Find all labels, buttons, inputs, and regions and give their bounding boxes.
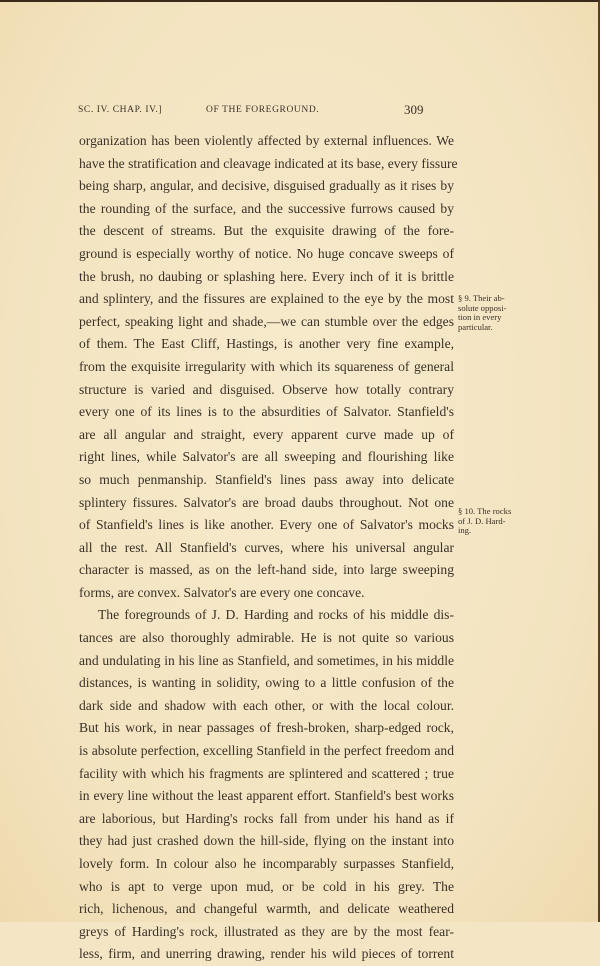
text-line: organization has been violently affected by external influences. We <box>79 133 454 148</box>
text-line: being sharp, angular, and decisive, disguised gradually as it rises by <box>79 178 454 194</box>
margin-note-section-9 <box>458 294 538 332</box>
text-line: rich, lichenous, and changeful warmth, and delicate weathered <box>79 901 454 917</box>
text-line: who is apt to verge upon mud, or be cold in his grey. The <box>79 878 454 894</box>
margin-note-line: solute opposi- <box>458 302 507 313</box>
body-text <box>79 130 458 966</box>
margin-note-section-10 <box>458 507 538 536</box>
text-line: from the exquisite irregularity with which its squareness of general <box>79 358 454 374</box>
text-line: But his work, in near passages of fresh-broken, sharp-edged rock, <box>79 720 454 736</box>
text-line: greys of Harding's rock, illustrated as they are by the most fear- <box>79 923 454 939</box>
text-line: of Stanfield's lines is like another. Every one of Salvator's mocks <box>79 517 454 533</box>
text-line: the rounding of the surface, and the successive furrows caused by <box>79 200 454 216</box>
text-line: and splintery, and the fissures are explained to the eye by the most <box>79 291 454 307</box>
text-line: ground is especially worthy of notice. No huge concave sweeps of <box>79 245 454 261</box>
text-line: the descent of streams. But the exquisite drawing of the fore- <box>79 223 454 239</box>
text-line: perfect, speaking light and shade,—we can stumble over the edges <box>79 313 454 329</box>
text-line: in every line without the least apparent effort. Stanfield's best works <box>79 788 454 804</box>
paragraph-2 <box>79 604 454 966</box>
margin-note-line: particular. <box>458 321 493 332</box>
margin-note-line: § 10. The rocks <box>458 506 512 516</box>
text-line: distances, is wanting in solidity, owing to a little confusion of the <box>79 675 454 691</box>
text-line: are laborious, but Harding's rocks fall from under his hand as if <box>79 810 454 826</box>
text-line: every one of its lines is to the absurdities of Salvator. Stanfield's <box>79 404 454 420</box>
text-line: dark side and shadow with each other, or with the local colour. <box>79 697 454 713</box>
margin-note-line: of J. D. Hard- <box>458 515 506 526</box>
text-line: character is massed, as on the left-hand side, into large sweeping <box>79 562 454 578</box>
paragraph-1 <box>79 130 458 604</box>
text-line: and undulating in his line as Stanfield, and sometimes, in his middle <box>79 652 454 668</box>
text-line: they had just crashed down the hill-side, flying on the instant into <box>79 833 454 849</box>
text-line: all the rest. All Stanfield's curves, where his universal angular <box>79 539 454 555</box>
text-line: forms, are convex. Salvator's are every one concave. <box>79 584 365 600</box>
text-line: less, firm, and unerring drawing, render his wild pieces of torrent <box>79 946 454 962</box>
running-head-title: OF THE FOREGROUND. <box>206 105 320 115</box>
text-line: the brush, no daubing or splashing here. Every inch of it is brittle <box>79 268 454 284</box>
text-line: have the stratification and cleavage indicated at its base, every fissure <box>79 155 458 171</box>
page-number: 309 <box>404 102 424 117</box>
text-line: splintery fissures. Salvator's are broad daubs throughout. Not one <box>79 494 454 510</box>
margin-note-line: tion in every <box>458 312 502 322</box>
running-header <box>78 102 458 118</box>
text-line: facility with which his fragments are splintered and scattered ; true <box>79 765 454 781</box>
margin-note-line: § 9. Their ab- <box>458 293 505 303</box>
text-line: of them. The East Cliff, Hastings, is another very fine example, <box>79 336 454 352</box>
margin-note-line: ing. <box>458 525 472 535</box>
text-line: are all angular and straight, every apparent curve made up of <box>79 426 454 442</box>
text-line: is absolute perfection, excelling Stanfield in the perfect freedom and <box>79 743 454 759</box>
text-line: The foregrounds of J. D. Harding and rocks of his middle dis- <box>98 607 454 623</box>
running-head-section: SC. IV. CHAP. IV.] <box>78 105 163 115</box>
text-line: structure is varied and disguised. Observe how totally contrary <box>79 381 454 397</box>
text-line: tances are also thoroughly admirable. He is not quite so various <box>79 630 454 646</box>
text-line: right lines, while Salvator's are all sweeping and flourishing like <box>79 449 454 465</box>
text-line: so much penmanship. Stanfield's lines pass away into delicate <box>79 471 454 487</box>
text-line: lovely form. In colour also he incomparably surpasses Stanfield, <box>79 856 454 871</box>
